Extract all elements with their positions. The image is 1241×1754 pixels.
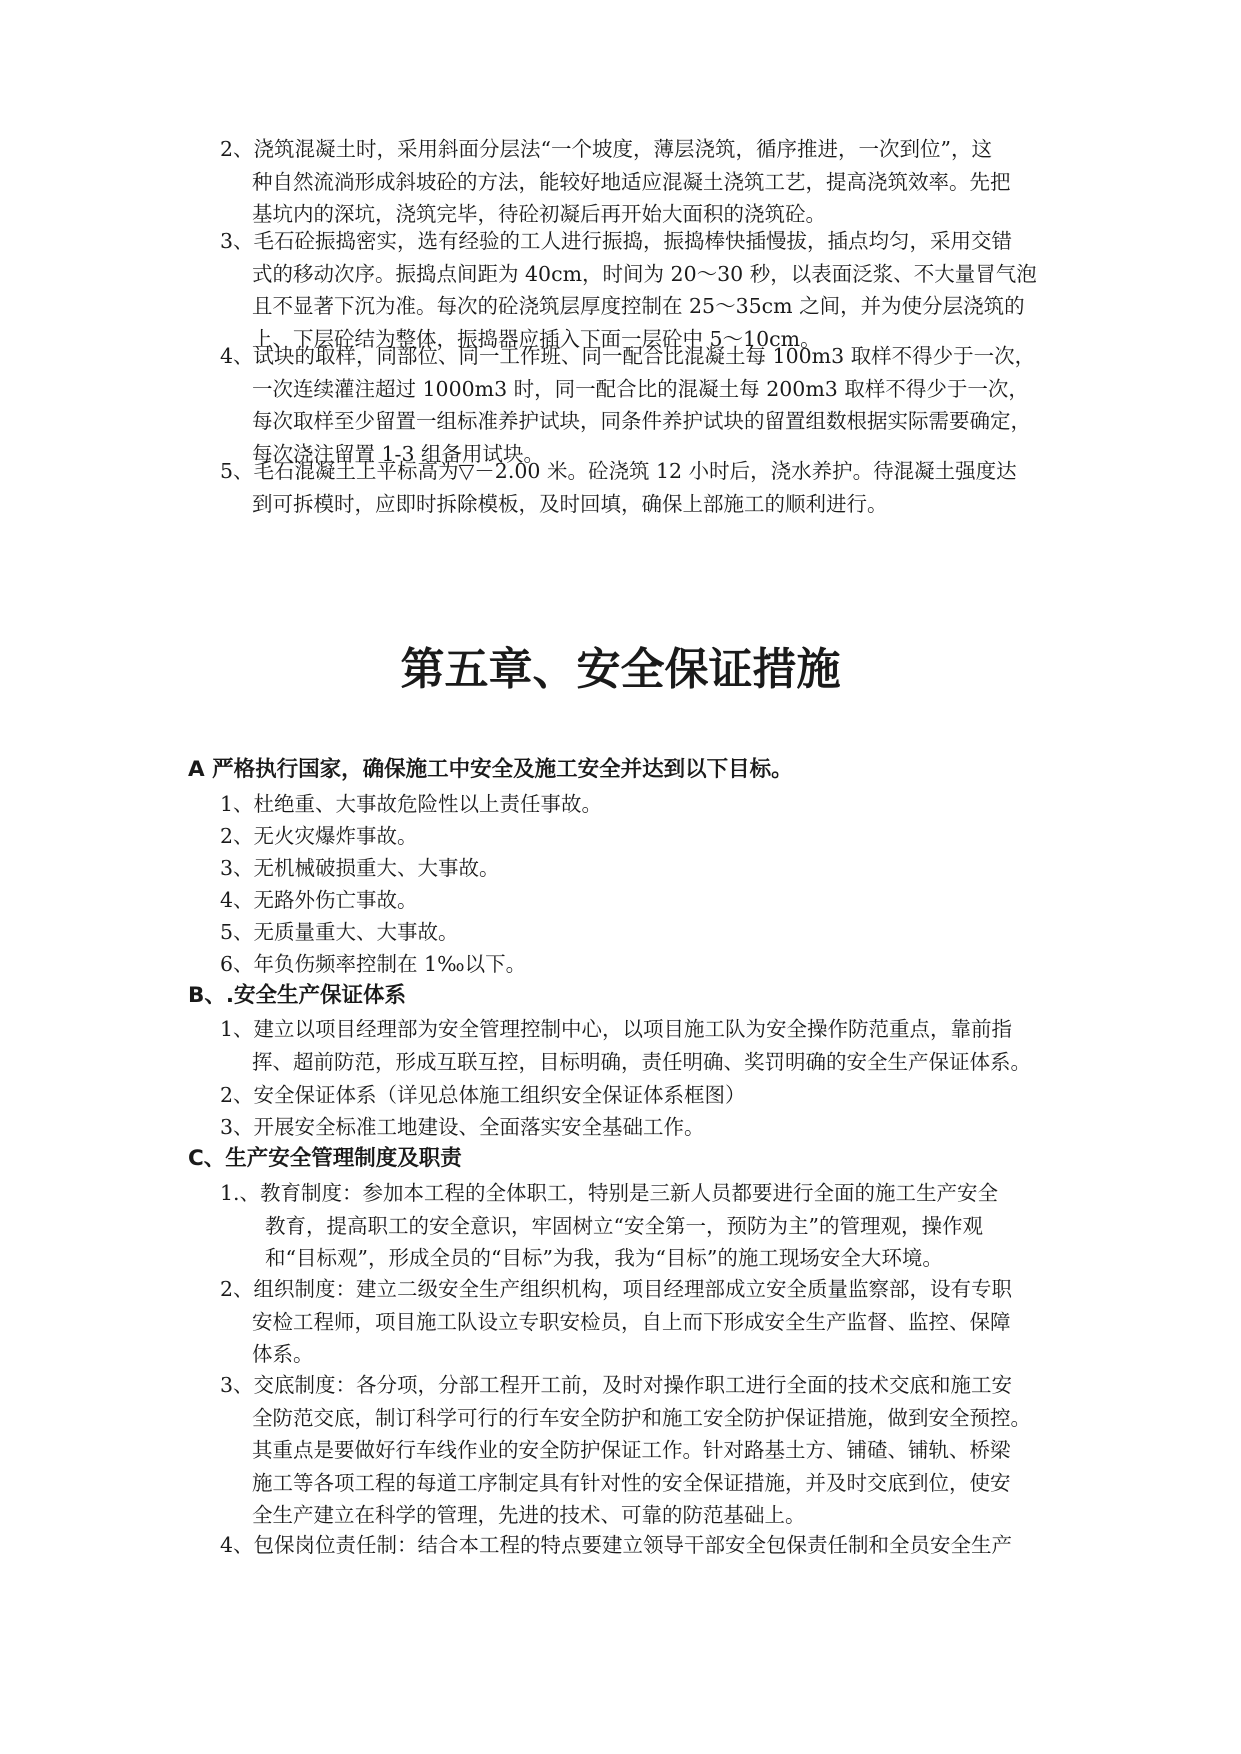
text-line: 3、交底制度：各分项，分部工程开工前，及时对操作职工进行全面的技术交底和施工安 xyxy=(220,1373,1013,1397)
text-line: 到可拆模时，应即时拆除模板，及时回填，确保上部施工的顺利进行。 xyxy=(252,491,888,516)
list-item: 6、年负伤频率控制在 1‰以下。 xyxy=(220,952,527,976)
list-item: 1、杜绝重、大事故危险性以上责任事故。 xyxy=(220,792,603,816)
text-line: 全生产建立在科学的管理，先进的技术、可靠的防范基础上。 xyxy=(252,1503,806,1527)
text-line: 上、下层砼结为整体，振捣器应插入下面一层砼中 5～10cm。 xyxy=(252,326,821,351)
list-item-responsibility xyxy=(220,1529,1060,1562)
text-line: 4、试块的取样，同部位、同一工作班、同一配合比混凝土每 100m3 取样不得少于一次， xyxy=(220,344,1036,368)
list-item-briefing xyxy=(220,1369,1060,1532)
text-line: 全防范交底，制订科学可行的行车安全防护和施工安全防护保证措施，做到安全预控。 xyxy=(252,1405,1031,1430)
text-line: 和“目标观”，形成全员的“目标”为我，我为“目标”的施工现场安全大环境。 xyxy=(265,1246,943,1270)
list-item: 3、无机械破损重大、大事故。 xyxy=(220,856,500,880)
text-line: 挥、超前防范，形成互联互控，目标明确，责任明确、奖罚明确的安全生产保证体系。 xyxy=(252,1049,1031,1074)
text-line: 2、组织制度：建立二级安全生产组织机构，项目经理部成立安全质量监察部，设有专职 xyxy=(220,1277,1013,1301)
text-line: 1.、教育制度：参加本工程的全体职工，特别是三新人员都要进行全面的施工生产安全 xyxy=(220,1181,999,1205)
text-line: 且不显著下沉为准。每次的砼浇筑层厚度控制在 25～35cm 之间，并为使分层浇筑的 xyxy=(252,294,1025,318)
text-line: 种自然流淌形成斜坡砼的方法，能较好地适应混凝土浇筑工艺，提高浇筑效率。先把 xyxy=(252,169,1011,194)
list-item-curing xyxy=(220,455,1060,520)
text-line: 3、毛石砼振捣密实，选有经验的工人进行振捣，振捣棒快插慢拔，插点均匀，采用交错 xyxy=(220,229,1013,253)
list-item: 2、无火灾爆炸事故。 xyxy=(220,824,418,848)
text-line: 教育，提高职工的安全意识，牢固树立“安全第一，预防为主”的管理观，操作观 xyxy=(265,1213,983,1238)
text-line: 每次浇注留置 1-3 组备用试块。 xyxy=(252,441,545,466)
list-item-organization xyxy=(220,1273,1060,1371)
text-line: 4、包保岗位责任制：结合本工程的特点要建立领导干部安全包保责任制和全员安全生产 xyxy=(220,1533,1013,1557)
list-item: 4、无路外伤亡事故。 xyxy=(220,888,418,912)
text-line: 安检工程师，项目施工队设立专职安检员，自上而下形成安全生产监督、监控、保障 xyxy=(252,1309,1011,1334)
list-item: 3、开展安全标准工地建设、全面落实安全基础工作。 xyxy=(220,1115,705,1139)
text-line: 每次取样至少留置一组标准养护试块，同条件养护试块的留置组数根据实际需要确定， xyxy=(252,409,1031,433)
list-item xyxy=(220,1013,1060,1078)
list-item: 2、安全保证体系（详见总体施工组织安全保证体系框图） xyxy=(220,1083,746,1107)
list-item-education xyxy=(220,1177,1060,1275)
text-line: 施工等各项工程的每道工序制定具有针对性的安全保证措施，并及时交底到位，使安 xyxy=(252,1470,1011,1495)
text-line: 体系。 xyxy=(252,1342,314,1366)
list-item-vibration xyxy=(220,225,1060,355)
section-c-heading: C、生产安全管理制度及职责 xyxy=(188,1146,462,1171)
text-line: 1、建立以项目经理部为安全管理控制中心，以项目施工队为安全操作防范重点，靠前指 xyxy=(220,1017,1013,1041)
section-b-heading: B、.安全生产保证体系 xyxy=(188,983,407,1008)
list-item: 5、无质量重大、大事故。 xyxy=(220,920,459,944)
section-a-heading: A 严格执行国家，确保施工中安全及施工安全并达到以下目标。 xyxy=(188,757,793,782)
text-line: 基坑内的深坑，浇筑完毕，待砼初凝后再开始大面积的浇筑砼。 xyxy=(252,202,826,226)
text-line: 一次连续灌注超过 1000m3 时，同一配合比的混凝土每 200m3 取样不得少于一次， xyxy=(252,376,1029,401)
text-line: 其重点是要做好行车线作业的安全防护保证工作。针对路基土方、铺碴、铺轨、桥梁 xyxy=(252,1438,1011,1462)
list-item-pour-method xyxy=(220,133,1060,231)
text-line: 2、浇筑混凝土时，采用斜面分层法“一个坡度，薄层浇筑，循序推进，一次到位”，这 xyxy=(220,137,993,161)
list-item-sampling xyxy=(220,340,1060,470)
text-line: 5、毛石混凝土上平标高为▽－2.00 米。砼浇筑 12 小时后，浇水养护。待混凝土强度达 xyxy=(220,459,1017,483)
chapter-title: 第五章、安全保证措施 xyxy=(400,644,841,695)
text-line: 式的移动次序。振捣点间距为 40cm，时间为 20～30 秒，以表面泛浆、不大量冒气泡 xyxy=(252,261,1037,286)
